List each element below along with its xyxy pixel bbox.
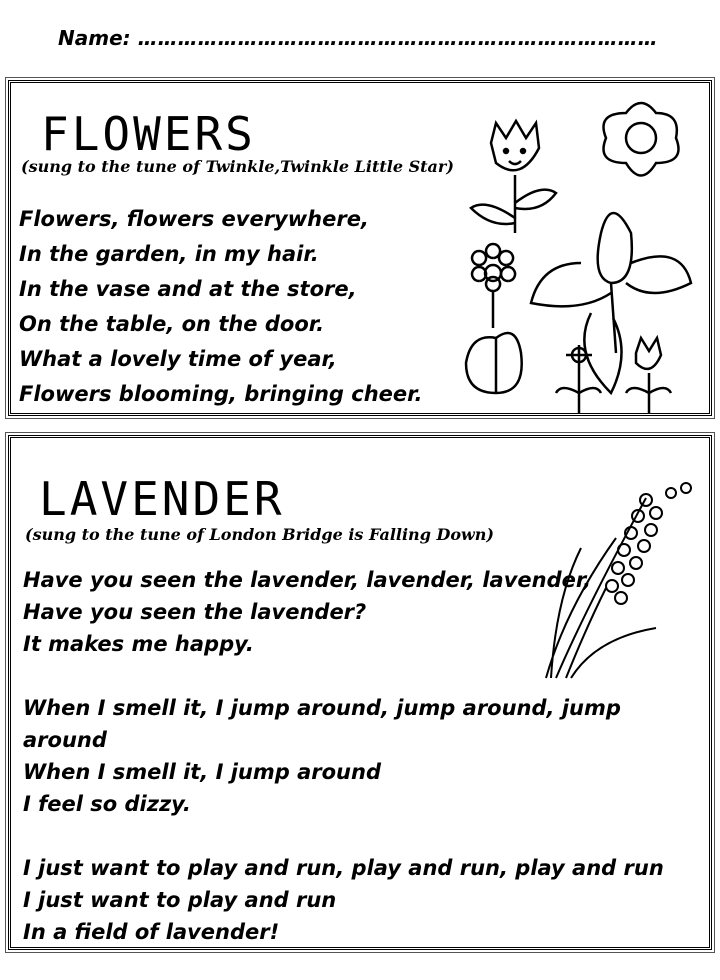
lyric-line: In a field of lavender! xyxy=(23,920,280,944)
stanza xyxy=(23,692,709,820)
lyric-line: Have you seen the lavender, lavender, lavender, xyxy=(23,568,592,592)
name-field-label: Name: …………………………………………………………………… xyxy=(58,26,658,50)
flowers-title: FLOWERS xyxy=(41,107,256,161)
lyric-line: When I smell it, I jump around, jump around, jump around xyxy=(23,696,621,752)
lyric-line: Flowers, flowers everywhere, xyxy=(19,207,369,231)
lyric-line: Flowers blooming, bringing cheer. xyxy=(19,382,423,406)
lyric-line: I just want to play and run xyxy=(23,888,337,912)
lyric-line: Have you seen the lavender? xyxy=(23,600,367,624)
lyric-line: On the table, on the door. xyxy=(19,312,325,336)
flowers-subtitle: (sung to the tune of Twinkle,Twinkle Little Star) xyxy=(21,157,454,176)
lavender-poem-box xyxy=(8,435,712,950)
lavender-subtitle: (sung to the tune of London Bridge is Falling Down) xyxy=(25,525,494,544)
flowers-lyrics xyxy=(19,202,423,412)
flowers-poem-box xyxy=(8,80,712,416)
lyric-line: I just want to play and run, play and run, play and run xyxy=(23,856,664,880)
lyric-line: It makes me happy. xyxy=(23,632,254,656)
stanza xyxy=(23,852,709,948)
lyric-line: What a lovely time of year, xyxy=(19,347,337,371)
lavender-illustration xyxy=(526,478,696,688)
flowers-illustration xyxy=(451,93,701,413)
lyric-line: In the vase and at the store, xyxy=(19,277,357,301)
lyric-line: I feel so dizzy. xyxy=(23,792,191,816)
lyric-line: In the garden, in my hair. xyxy=(19,242,319,266)
lyric-line: When I smell it, I jump around xyxy=(23,760,381,784)
lavender-title: LAVENDER xyxy=(39,472,285,526)
